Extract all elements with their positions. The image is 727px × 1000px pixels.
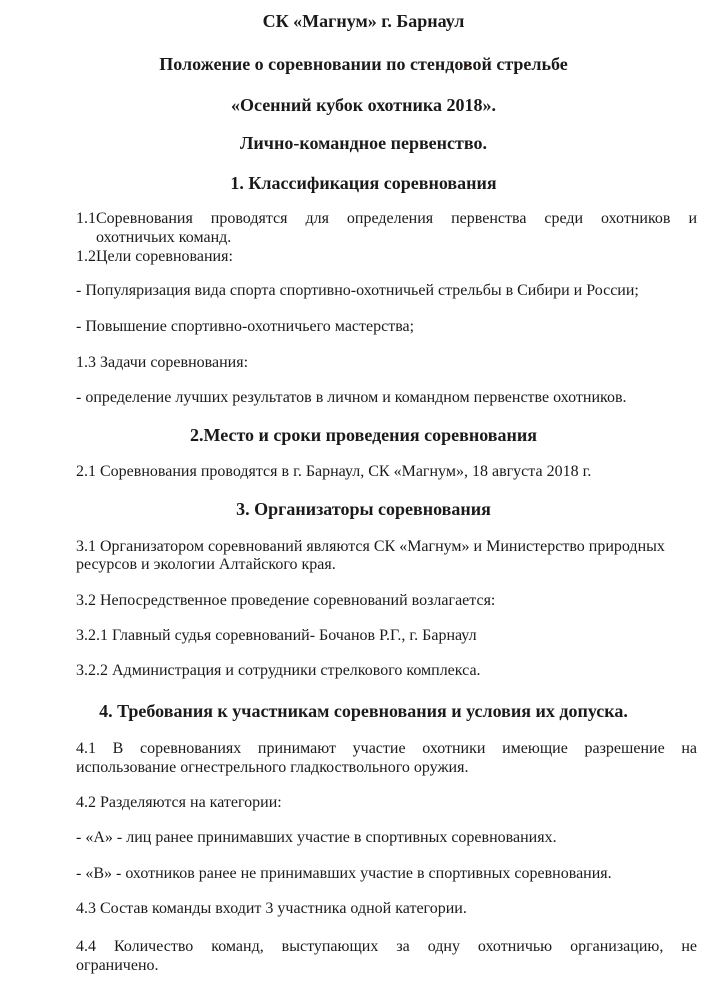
category-a: - «А» - лиц ранее принимавших участие в спортивных соревнованиях. bbox=[76, 829, 557, 846]
paragraph-3-2-2: 3.2.2 Администрация и сотрудники стрелкового комплекса. bbox=[76, 662, 481, 679]
paragraph-3-1-line2: ресурсов и экологии Алтайского края. bbox=[76, 556, 336, 573]
category-b: - «В» - охотников ранее не принимавших участие в спортивных соревнования. bbox=[76, 865, 612, 882]
paragraph-2-1: 2.1 Соревнования проводятся в г. Барнаул, СК «Магнум», 18 августа 2018 г. bbox=[76, 463, 592, 480]
paragraph-3-1-line1: 3.1 Организатором соревнований являются СК «Магнум» и Министерство природных bbox=[76, 538, 665, 555]
paragraph-4-1-line1: 4.1 В соревнованиях принимают участие охотники имеющие разрешение на bbox=[76, 740, 697, 757]
org-title: СК «Магнум» г. Барнаул bbox=[262, 11, 465, 31]
section-3-heading: 3. Организаторы соревнования bbox=[236, 499, 491, 519]
goal-item-1: - Популяризация вида спорта спортивно-охотничьей стрельбы в Сибири и России; bbox=[76, 282, 639, 299]
goal-item-2: - Повышение спортивно-охотничьего мастерства; bbox=[76, 318, 415, 335]
paragraph-1-1-line2: охотничьих команд. bbox=[96, 229, 232, 246]
paragraph-3-2: 3.2 Непосредственное проведение соревнований возлагается: bbox=[76, 592, 496, 609]
section-4-heading: 4. Требования к участникам соревнования и условия их допуска. bbox=[99, 701, 628, 721]
task-item-1: - определение лучших результатов в личном и командном первенстве охотников. bbox=[76, 389, 627, 406]
paragraph-4-1-line2: использование огнестрельного гладкоствольного оружия. bbox=[76, 759, 469, 776]
paragraph-1-3: 1.3 Задачи соревнования: bbox=[76, 354, 249, 371]
paragraph-4-2: 4.2 Разделяются на категории: bbox=[76, 794, 282, 811]
paragraph-1-2: 1.2Цели соревнования: bbox=[76, 248, 233, 265]
section-2-heading: 2.Место и сроки проведения соревнования bbox=[190, 425, 537, 445]
subtitle: Лично-командное первенство. bbox=[240, 133, 487, 153]
event-title: «Осенний кубок охотника 2018». bbox=[230, 95, 496, 115]
section-1-heading: 1. Классификация соревнования bbox=[230, 173, 497, 193]
document-title: Положение о соревновании по стендовой стрельбе bbox=[159, 54, 568, 74]
paragraph-1-1-line1: 1.1Соревнования проводятся для определения первенства среди охотников и bbox=[76, 210, 697, 227]
paragraph-4-4-line1: 4.4 Количество команд, выступающих за одну охотничью организацию, не bbox=[76, 938, 697, 955]
paragraph-4-4-line2: ограничено. bbox=[76, 957, 159, 974]
paragraph-3-2-1: 3.2.1 Главный судья соревнований- Бочанов Р.Г., г. Барнаул bbox=[76, 627, 477, 644]
paragraph-4-3: 4.3 Состав команды входит 3 участника одной категории. bbox=[76, 900, 467, 917]
